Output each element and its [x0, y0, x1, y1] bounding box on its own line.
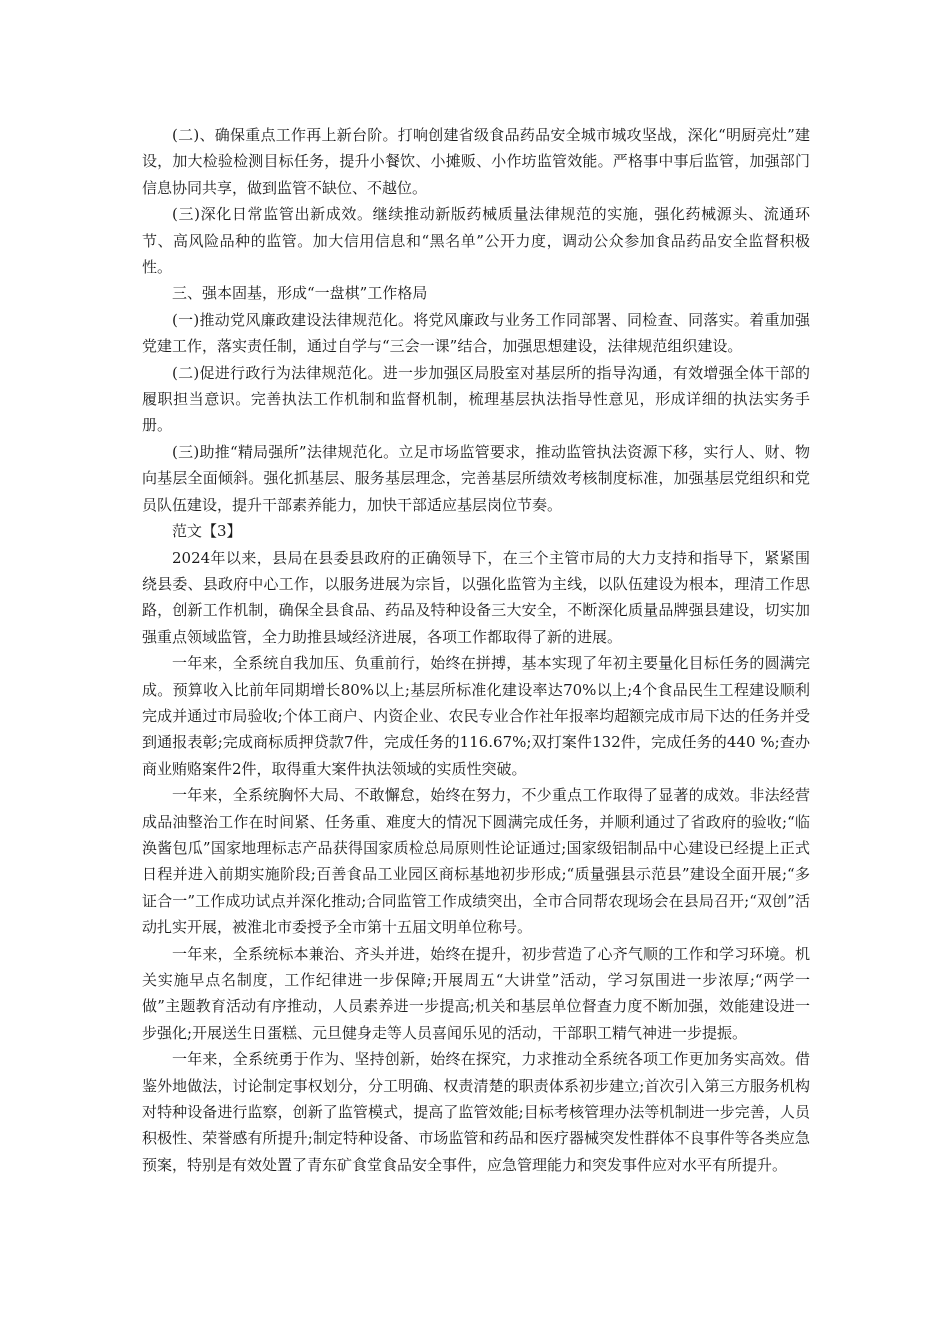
document-body — [142, 122, 810, 1178]
paragraph-year-environment: 一年来，全系统标本兼治、齐头并进，始终在提升，初步营造了心齐气顺的工作和学习环境。机关实施早点名制度，工作纪律进一步保障;开展周五“大讲堂”活动，学习氛围进一步浓厚;“两学一做”主题教育活动有序推动，人员素养进一步提高;机关和基层单位督查力度不断加强，效能建设进一步强化;开展送生日蛋糕、元旦健身走等人员喜闻乐见的活动，干部职工精气神进一步提振。 — [142, 944, 810, 1042]
paragraph-year-innovation: 一年来，全系统勇于作为、坚持创新，始终在探究，力求推动全系统各项工作更加务实高效。借鉴外地做法，讨论制定事权划分，分工明确、权责清楚的职责体系初步建立;首次引入第三方服务机构对特种设备进行监察，创新了监管模式，提高了监管效能;目标考核管理办法等机制进一步完善，人员积极性、荣誉感有所提升;制定特种设备、市场监管和药品和医疗器械突发性群体不良事件等各类应急预案，特别是有效处置了青东矿食堂食品安全事件，应急管理能力和突发事件应对水平有所提升。 — [142, 1050, 810, 1174]
paragraph-party-conduct: (一)推动党风廉政建设法律规范化。将党风廉政与业务工作同部署、同检查、同落实。着重加强党建工作，落实责任制，通过自学与“三会一课”结合，加强思想建设，法律规范组织建设。 — [142, 310, 810, 356]
sample-heading-3: 范文【3】 — [172, 522, 242, 541]
paragraph-year-key-results: 一年来，全系统胸怀大局、不敢懈怠，始终在努力，不少重点工作取得了显著的成效。非法经营成品油整治工作在时间紧、任务重、难度大的情况下圆满完成任务，并顺利通过了省政府的验收;“临涣酱包瓜”国家地理标志产品获得国家质检总局原则性论证通过;国家级铝制品中心建设已经提上正式日程并进入前期实施阶段;百善食品工业园区商标基地初步形成;“质量强县示范县”建设全面开展;“多证合一”工作成功试点并深化推动;合同监管工作成绩突出，全市合同帮农现场会在县局召开;“双创”活动扎实开展，被淮北市委授予全市第十五届文明单位称号。 — [142, 786, 810, 937]
paragraph-key-work: (二)、确保重点工作再上新台阶。打响创建省级食品药品安全城市城攻坚战，深化“明厨亮灶”建设，加大检验检测目标任务，提升小餐饮、小摊贩、小作坊监管效能。严格事中事后监管，加强部门信息协同共享，做到监管不缺位、不越位。 — [142, 126, 810, 197]
paragraph-administrative-behavior: (二)促进行政行为法律规范化。进一步加强区局股室对基层所的指导沟通，有效增强全体干部的履职担当意识。完善执法工作机制和监督机制，梳理基层执法指导性意见，形成详细的执法实务手册。 — [142, 363, 810, 435]
paragraph-year-targets: 一年来，全系统自我加压、负重前行，始终在拼搏，基本实现了年初主要量化目标任务的圆满完成。预算收入比前年同期增长80%以上;基层所标准化建设率达70%以上;4个食品民生工程建设顺利完成并通过市局验收;个体工商户、内资企业、农民专业合作社年报率均超额完成市局下达的任务并受到通报表彰;完成商标质押贷款7件，完成任务的116.67%;双打案件132件，完成任务的440 %;查办商业贿赂案件2件，取得重大案件执法领域的实质性突破。 — [142, 654, 810, 778]
paragraph-intro-2024: 2024年以来，县局在县委县政府的正确领导下，在三个主管市局的大力支持和指导下，紧紧围绕县委、县政府中心工作，以服务进展为宗旨，以强化监管为主线，以队伍建设为根本，理清工作思路，创新工作机制，确保全县食品、药品及特种设备三大安全，不断深化质量品牌强县建设，切实加强重点领域监管，全力助推县域经济进展，各项工作都取得了新的进展。 — [142, 548, 810, 646]
paragraph-strong-station: (三)助推“精局强所”法律规范化。立足市场监管要求，推动监管执法资源下移，实行人、财、物向基层全面倾斜。强化抓基层、服务基层理念，完善基层所绩效考核制度标准，加强基层党组织和党员队伍建设，提升干部素养能力，加快干部适应基层岗位节奏。 — [142, 442, 810, 514]
section-heading-three: 三、强本固基，形成“一盘棋”工作格局 — [172, 284, 428, 303]
paragraph-daily-supervision: (三)深化日常监管出新成效。继续推动新版药械质量法律规范的实施，强化药械源头、流通环节、高风险品种的监管。加大信用信息和“黑名单”公开力度，调动公众参加食品药品安全监督积极性。 — [142, 205, 810, 277]
